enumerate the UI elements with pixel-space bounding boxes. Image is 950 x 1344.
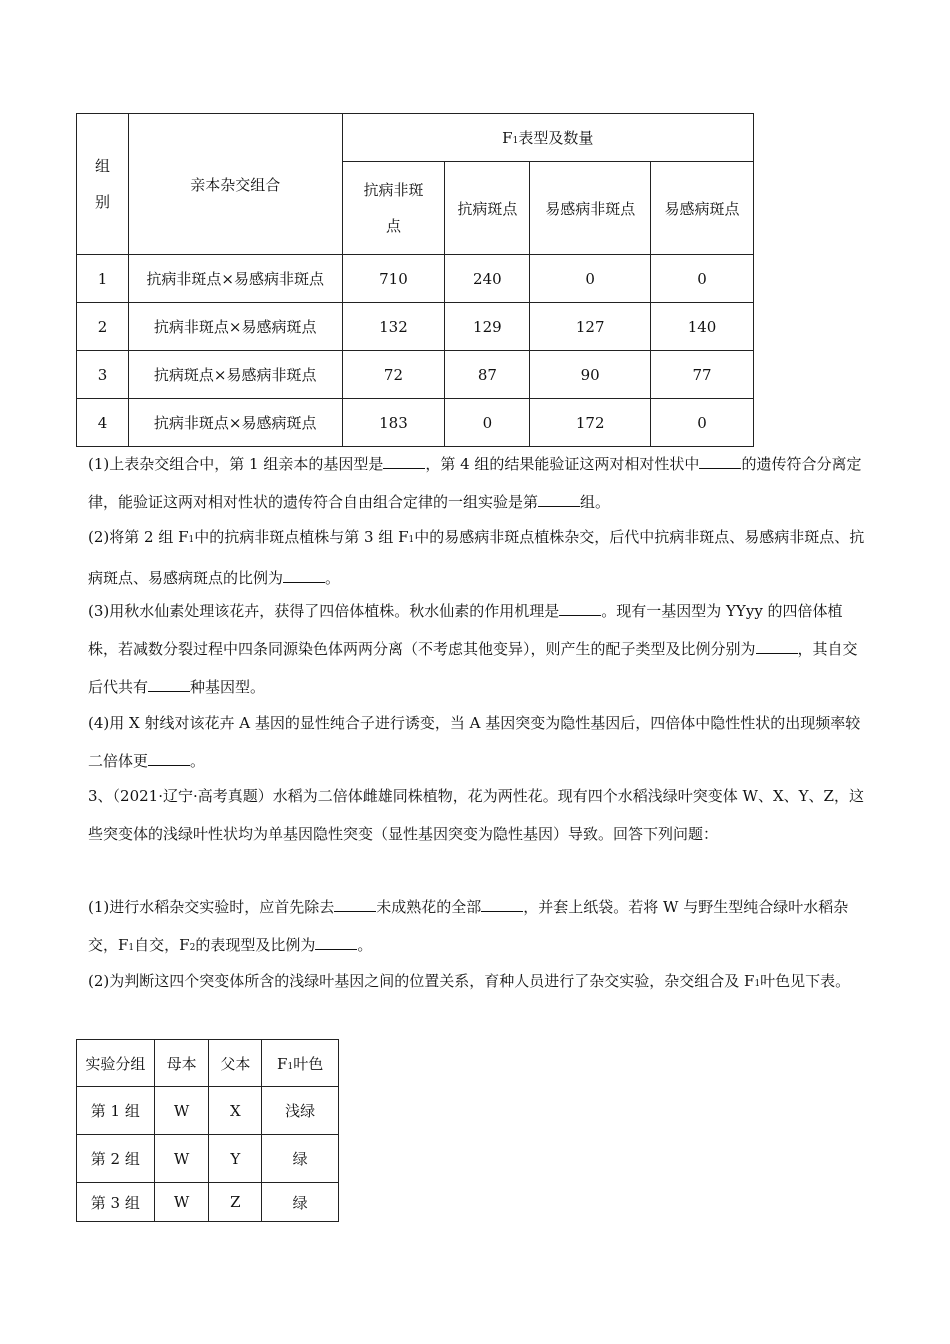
row-mother: W bbox=[154, 1183, 209, 1222]
q3-text-a: (3)用秋水仙素处理该花卉，获得了四倍体植株。秋水仙素的作用机理是 bbox=[88, 602, 560, 620]
header-f1-rest: 叶色 bbox=[293, 1054, 324, 1073]
p3q1-text-b: 未成熟花的全部 bbox=[376, 898, 482, 916]
answer-blank[interactable] bbox=[481, 897, 523, 912]
row-group: 第 3 组 bbox=[77, 1183, 155, 1222]
row-cross: 抗病非斑点×易感病斑点 bbox=[128, 303, 342, 351]
row-cross: 抗病非斑点×易感病非斑点 bbox=[128, 255, 342, 303]
q2-sub-1: 1 bbox=[188, 535, 195, 545]
row-value: 710 bbox=[342, 255, 445, 303]
row-mother: W bbox=[154, 1135, 209, 1183]
q2-text-d: 。 bbox=[325, 569, 341, 587]
row-group: 4 bbox=[77, 399, 129, 447]
q2-text-b: 中的抗病非斑点植株与第 3 组 F bbox=[194, 528, 409, 546]
q3-text-c: ，其自交后代共有 bbox=[88, 640, 858, 696]
row-value: 183 bbox=[342, 399, 445, 447]
table-row bbox=[77, 255, 754, 303]
row-father: Y bbox=[209, 1135, 262, 1183]
subheader-2: 抗病斑点 bbox=[445, 162, 530, 255]
row-value: 0 bbox=[651, 399, 754, 447]
row-color: 绿 bbox=[262, 1183, 339, 1222]
row-group: 2 bbox=[77, 303, 129, 351]
row-group: 1 bbox=[77, 255, 129, 303]
answer-blank[interactable] bbox=[148, 677, 190, 692]
p3q2-text-b: 叶色见下表。 bbox=[760, 972, 851, 990]
question-2 bbox=[88, 518, 868, 597]
answer-blank[interactable] bbox=[315, 935, 357, 950]
subheader-3: 易感病非斑点 bbox=[530, 162, 651, 255]
problem-3-question-1 bbox=[88, 888, 868, 967]
row-value: 140 bbox=[651, 303, 754, 351]
row-father: Z bbox=[209, 1183, 262, 1222]
row-value: 87 bbox=[445, 351, 530, 399]
header-f1-prefix: F bbox=[277, 1054, 288, 1073]
table-row bbox=[77, 399, 754, 447]
p3q1-text-a: (1)进行水稻杂交实验时，应首先除去 bbox=[88, 898, 335, 916]
row-group: 3 bbox=[77, 351, 129, 399]
p3q1-text-d: 自交，F bbox=[134, 936, 190, 954]
row-father: X bbox=[209, 1087, 262, 1135]
q2-sub-2: 1 bbox=[408, 535, 415, 545]
header-f1-cell bbox=[342, 114, 754, 162]
row-value: 72 bbox=[342, 351, 445, 399]
answer-blank[interactable] bbox=[383, 454, 425, 469]
p3q1-sub-1: 1 bbox=[128, 943, 135, 953]
row-group: 第 1 组 bbox=[77, 1087, 155, 1135]
question-1 bbox=[88, 445, 868, 521]
subheader-4: 易感病斑点 bbox=[651, 162, 754, 255]
table-row bbox=[77, 1183, 339, 1222]
q1-text-b: ，第 4 组的结果能验证这两对相对性状中 bbox=[425, 455, 700, 473]
header-f1-sub: 1 bbox=[512, 136, 519, 146]
problem-3-question-2 bbox=[88, 962, 868, 1003]
q2-text-a: (2)将第 2 组 F bbox=[88, 528, 189, 546]
p3q1-sub-2: 2 bbox=[189, 943, 196, 953]
header-group: 实验分组 bbox=[77, 1040, 155, 1087]
q4-text-b: 。 bbox=[190, 752, 206, 770]
row-value: 129 bbox=[445, 303, 530, 351]
table-row bbox=[77, 1087, 339, 1135]
header-group: 组别 bbox=[94, 157, 110, 211]
header-f1-rest: 表型及数量 bbox=[518, 129, 594, 147]
problem-3-intro: 3、（2021·辽宁·高考真题）水稻为二倍体雌雄同株植物，花为两性花。现有四个水稻浅绿叶突变体 W、X、Y、Z，这些突变体的浅绿叶性状均为单基因隐性突变（显性基因突变为隐性基因）导致。回答下列问题： bbox=[88, 787, 864, 843]
p3q1-text-f: 。 bbox=[357, 936, 373, 954]
table-row bbox=[77, 351, 754, 399]
p3q1-text-c: ，并套上纸袋。若将 W 与野生型纯合绿叶水稻杂交，F bbox=[88, 898, 849, 954]
row-color: 浅绿 bbox=[262, 1087, 339, 1135]
header-mother: 母本 bbox=[154, 1040, 209, 1087]
row-value: 172 bbox=[530, 399, 651, 447]
leaf-color-table bbox=[76, 1039, 339, 1222]
p3q2-sub-1: 1 bbox=[754, 979, 761, 989]
p3q2-text-a: (2)为判断这四个突变体所含的浅绿叶基因之间的位置关系，育种人员进行了杂交实验，杂交组合及 F bbox=[88, 972, 755, 990]
q3-text-d: 种基因型。 bbox=[190, 678, 266, 696]
q1-text-c: 的遗传符合分离定律，能验证这两对相对性状的遗传符合自由组合定律的一组实验是第 bbox=[88, 455, 862, 511]
q4-text-a: (4)用 X 射线对该花卉 A 基因的显性纯合子进行诱变，当 A 基因突变为隐性基因后，四倍体中隐性性状的出现频率较二倍体更 bbox=[88, 714, 861, 770]
row-group: 第 2 组 bbox=[77, 1135, 155, 1183]
row-value: 77 bbox=[651, 351, 754, 399]
answer-blank[interactable] bbox=[559, 601, 601, 616]
answer-blank[interactable] bbox=[334, 897, 376, 912]
answer-blank[interactable] bbox=[283, 568, 325, 583]
row-value: 127 bbox=[530, 303, 651, 351]
answer-blank[interactable] bbox=[699, 454, 741, 469]
header-group-cell bbox=[77, 114, 129, 255]
row-value: 240 bbox=[445, 255, 530, 303]
row-value: 90 bbox=[530, 351, 651, 399]
q1-text-a: (1)上表杂交组合中，第 1 组亲本的基因型是 bbox=[88, 455, 384, 473]
subheader-1: 抗病非斑点 bbox=[363, 181, 424, 235]
q1-text-d: 组。 bbox=[580, 493, 611, 511]
q3-text-b: 。现有一基因型为 YYyy 的四倍体植株，若减数分裂过程中四条同源染色体两两分离（不考虑其他变异），则产生的配子类型及比例分别为 bbox=[88, 602, 843, 658]
row-cross: 抗病斑点×易感病非斑点 bbox=[128, 351, 342, 399]
row-value: 0 bbox=[445, 399, 530, 447]
header-parent: 亲本杂交组合 bbox=[128, 114, 342, 255]
question-3 bbox=[88, 592, 868, 706]
header-f1-color-cell bbox=[262, 1040, 339, 1087]
header-father: 父本 bbox=[209, 1040, 262, 1087]
row-value: 132 bbox=[342, 303, 445, 351]
row-value: 0 bbox=[651, 255, 754, 303]
subheader-1-cell bbox=[342, 162, 445, 255]
p3q1-text-e: 的表现型及比例为 bbox=[195, 936, 316, 954]
table-row bbox=[77, 1135, 339, 1183]
answer-blank[interactable] bbox=[538, 492, 580, 507]
cross-results-table bbox=[76, 113, 754, 447]
row-value: 0 bbox=[530, 255, 651, 303]
header-f1-prefix: F bbox=[502, 129, 513, 147]
row-cross: 抗病非斑点×易感病斑点 bbox=[128, 399, 342, 447]
row-mother: W bbox=[154, 1087, 209, 1135]
table-row bbox=[77, 303, 754, 351]
question-4 bbox=[88, 704, 868, 780]
q2-text-c: 中的易感病非斑点植株杂交，后代中抗病非斑点、易感病非斑点、抗病斑点、易感病斑点的比例为 bbox=[88, 528, 865, 587]
row-color: 绿 bbox=[262, 1135, 339, 1183]
answer-blank[interactable] bbox=[148, 751, 190, 766]
answer-blank[interactable] bbox=[756, 639, 798, 654]
header-f1-sub: 1 bbox=[287, 1061, 294, 1072]
